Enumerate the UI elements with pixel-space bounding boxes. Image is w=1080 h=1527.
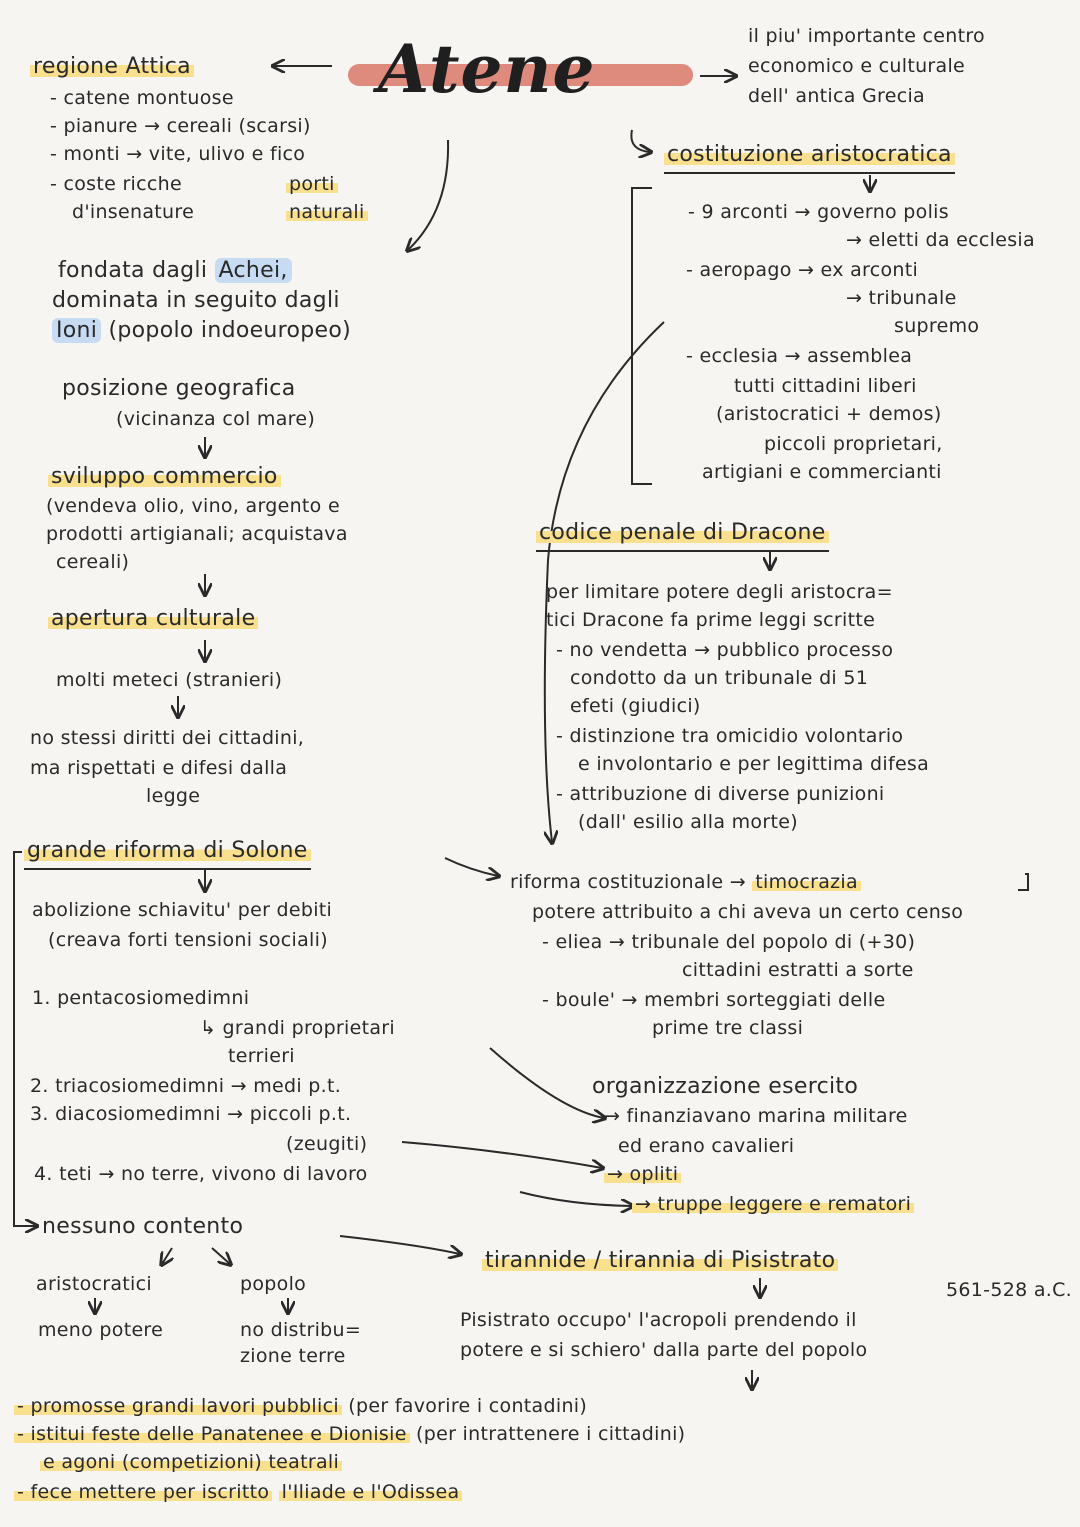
dracone-line: - distinzione tra omicidio volontario	[556, 725, 904, 747]
constitution-line: → eletti da ecclesia	[846, 229, 1035, 251]
outcome-people-note: zione terre	[240, 1345, 346, 1367]
geo-line-2: (vicinanza col mare)	[116, 408, 316, 430]
class-item: 4. teti → no terre, vivono di lavoro	[34, 1163, 368, 1185]
constitution-line: artigiani e commercianti	[702, 461, 942, 483]
constitution-line: tutti cittadini liberi	[734, 375, 917, 397]
dracone-line: efeti (giudici)	[570, 695, 701, 717]
constitution-title: costituzione aristocratica	[664, 140, 955, 174]
intro-line-1: il piu' importante centro	[748, 25, 985, 47]
founding-line-3: Ioni (popolo indoeuropeo)	[52, 316, 351, 346]
solone-outcome: nessuno contento	[42, 1214, 244, 1239]
class-item: ↳ grandi proprietari	[200, 1017, 395, 1039]
army-line: → finanziavano marina militare	[604, 1105, 908, 1127]
constitution-line: - 9 arconti → governo polis	[688, 201, 949, 223]
trade-line: cereali)	[56, 551, 130, 573]
region-item: d'insenature	[72, 201, 195, 223]
founding-line-1: fondata dagli Achei,	[58, 256, 292, 286]
constitution-line: (aristocratici + demos)	[716, 403, 942, 425]
region-title: regione Attica	[30, 52, 194, 82]
ports-label: porti	[286, 170, 338, 199]
constitution-line: piccoli proprietari,	[764, 433, 943, 455]
trade-line: (vendeva olio, vino, argento e	[46, 495, 340, 517]
founding-line-2: dominata in seguito dagli	[52, 288, 340, 313]
rights-line: ma rispettati e difesi dalla	[30, 757, 288, 779]
dracone-line: e involontario e per legittima difesa	[578, 753, 930, 775]
region-item: - monti → vite, ulivo e fico	[50, 143, 306, 165]
outcome-aristocrats: aristocratici	[36, 1273, 152, 1295]
final-item: - istitui feste delle Panatenee e Dionisie (per intrattenere i cittadini)	[14, 1420, 685, 1449]
outcome-people: popolo	[240, 1273, 307, 1295]
constitution-line: - aeropago → ex arconti	[686, 259, 919, 281]
outcome-people-note: no distribu=	[240, 1319, 362, 1341]
pisistrato-line: Pisistrato occupo' l'acropoli prendendo il	[460, 1309, 857, 1331]
class-item: terrieri	[228, 1045, 295, 1067]
constitution-line: supremo	[894, 315, 980, 337]
trade-line: prodotti artigianali; acquistava	[46, 523, 348, 545]
class-item: 2. triacosiomedimni → medi p.t.	[30, 1075, 342, 1097]
intro-line-2: economico e culturale	[748, 55, 966, 77]
final-item: - fece mettere per iscritto l'Iliade e l'Odissea	[14, 1478, 462, 1507]
class-item: 1. pentacosiomedimni	[32, 987, 250, 1009]
pisistrato-title: tirannide / tirannia di Pisistrato	[482, 1246, 838, 1276]
reform-line: riforma costituzionale → timocrazia	[510, 868, 861, 897]
region-item: - coste ricche	[50, 173, 182, 195]
rights-line: legge	[146, 785, 201, 807]
pisistrato-line: potere e si schiero' dalla parte del popolo	[460, 1339, 868, 1361]
reform-line: potere attribuito a chi aveva un certo censo	[532, 901, 964, 923]
dracone-title: codice penale di Dracone	[536, 518, 829, 552]
intro-line-3: dell' antica Grecia	[748, 85, 925, 107]
solone-abolition-note: (creava forti tensioni sociali)	[48, 929, 328, 951]
dracone-line: tici Dracone fa prime leggi scritte	[546, 609, 876, 631]
trade-title: sviluppo commercio	[48, 462, 281, 492]
region-item: - catene montuose	[50, 87, 234, 109]
title-text: Atene	[378, 30, 596, 108]
army-line: → opliti	[604, 1160, 681, 1189]
meteci-title: molti meteci (stranieri)	[56, 669, 283, 691]
army-line: ed erano cavalieri	[618, 1135, 795, 1157]
army-line: → truppe leggere e rematori	[632, 1190, 914, 1219]
class-item: 3. diacosiomedimni → piccoli p.t.	[30, 1103, 352, 1125]
geo-line-1: posizione geografica	[62, 376, 296, 401]
pisistrato-dates: 561-528 a.C.	[946, 1279, 1073, 1301]
final-item: - promosse grandi lavori pubblici (per favorire i contadini)	[14, 1392, 587, 1421]
dracone-line: - attribuzione di diverse punizioni	[556, 783, 885, 805]
culture-title: apertura culturale	[48, 604, 258, 634]
army-title: organizzazione esercito	[592, 1074, 859, 1099]
constitution-line: → tribunale	[846, 287, 957, 309]
solone-title: grande riforma di Solone	[24, 836, 311, 870]
rights-line: no stessi diritti dei cittadini,	[30, 727, 305, 749]
reform-line: prime tre classi	[652, 1017, 804, 1039]
ports-label: naturali	[286, 198, 368, 227]
solone-abolition: abolizione schiavitu' per debiti	[32, 899, 333, 921]
reform-line: cittadini estratti a sorte	[682, 959, 914, 981]
region-item: - pianure → cereali (scarsi)	[50, 115, 311, 137]
final-item: e agoni (competizioni) teatrali	[40, 1448, 342, 1477]
dracone-line: condotto da un tribunale di 51	[570, 667, 869, 689]
dracone-line: per limitare potere degli aristocra=	[546, 581, 893, 603]
constitution-line: - ecclesia → assemblea	[686, 345, 913, 367]
reform-line: - boule' → membri sorteggiati delle	[542, 989, 886, 1011]
reform-line: - eliea → tribunale del popolo di (+30)	[542, 931, 916, 953]
outcome-aristocrats-note: meno potere	[38, 1319, 164, 1341]
dracone-line: (dall' esilio alla morte)	[578, 811, 798, 833]
page-title	[348, 28, 693, 108]
dracone-line: - no vendetta → pubblico processo	[556, 639, 894, 661]
class-item: (zeugiti)	[286, 1133, 368, 1155]
